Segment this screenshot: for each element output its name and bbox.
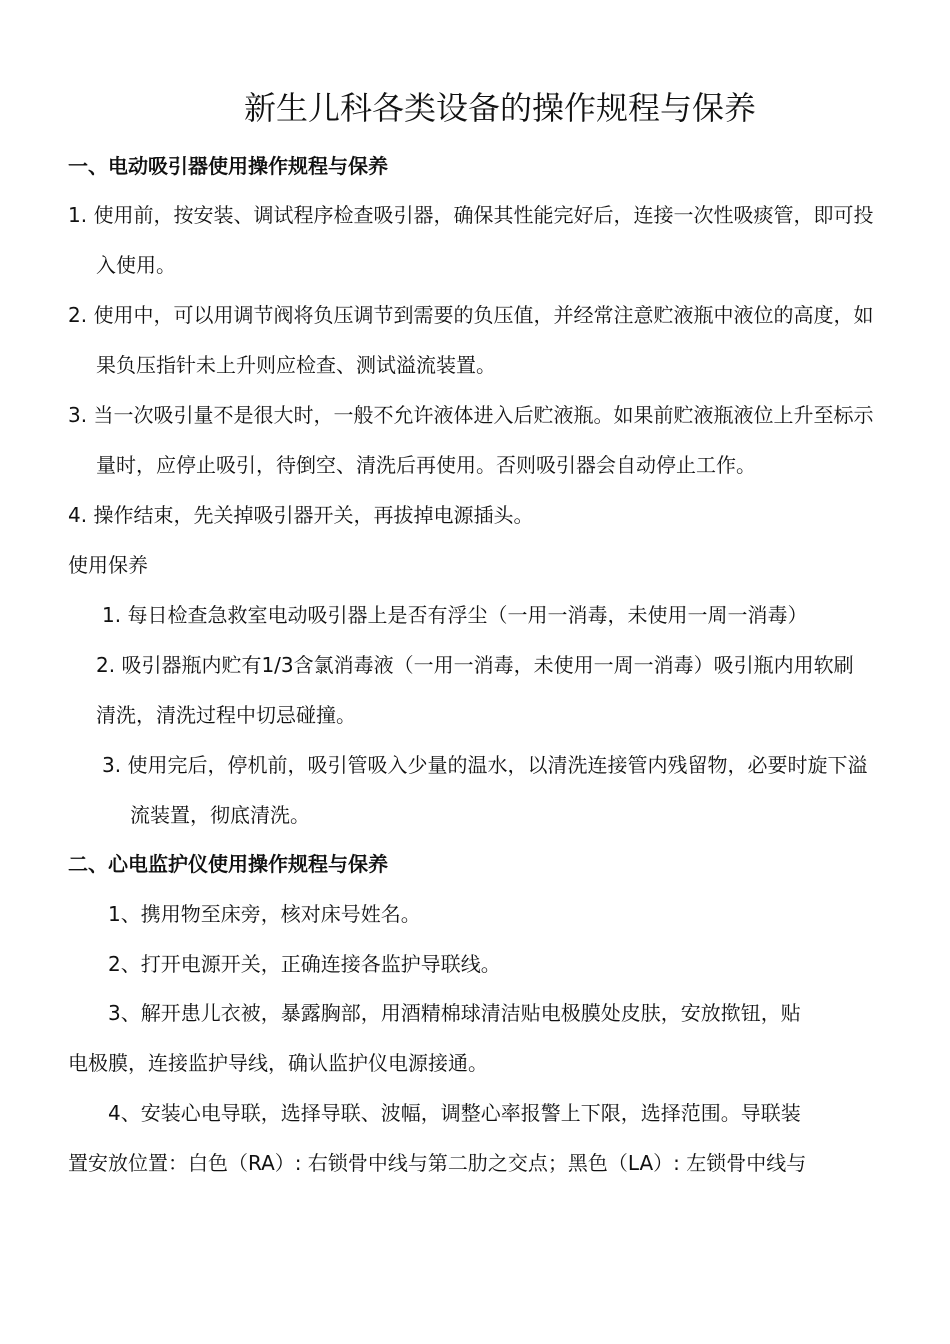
monitor-step-4-line-1: 4、安装心电导联，选择导联、波幅，调整心率报警上下限，选择范围。导联装 <box>108 1101 801 1125</box>
suction-step-4: 4. 操作结束，先关掉吸引器开关，再拔掉电源插头。 <box>68 503 534 527</box>
suction-step-1-line-1: 1. 使用前，按安装、调试程序检查吸引器，确保其性能完好后，连接一次性吸痰管，即可投 <box>68 203 874 227</box>
maintenance-item-2-line-1: 2. 吸引器瓶内贮有1/3含氯消毒液（一用一消毒，未使用一周一消毒）吸引瓶内用软刷 <box>96 653 854 677</box>
monitor-step-2: 2、打开电源开关，正确连接各监护导联线。 <box>108 952 501 976</box>
suction-step-1-line-2: 入使用。 <box>96 253 176 277</box>
monitor-step-3-line-1: 3、解开患儿衣被，暴露胸部，用酒精棉球清洁贴电极膜处皮肤，安放揿钮，贴 <box>108 1001 801 1025</box>
maintenance-item-1: 1. 每日检查急救室电动吸引器上是否有浮尘（一用一消毒，未使用一周一消毒） <box>102 603 808 627</box>
document-title: 新生儿科各类设备的操作规程与保养 <box>243 89 756 127</box>
suction-step-3-line-1: 3. 当一次吸引量不是很大时，一般不允许液体进入后贮液瓶。如果前贮液瓶液位上升至标示 <box>68 403 874 427</box>
section-2-heading: 二、心电监护仪使用操作规程与保养 <box>68 852 388 876</box>
monitor-step-1: 1、携用物至床旁，核对床号姓名。 <box>108 902 421 926</box>
monitor-step-3-line-2: 电极膜，连接监护导线，确认监护仪电源接通。 <box>68 1051 488 1075</box>
suction-step-3-line-2: 量时，应停止吸引，待倒空、清洗后再使用。否则吸引器会自动停止工作。 <box>96 453 756 477</box>
section-1-heading: 一、电动吸引器使用操作规程与保养 <box>68 154 388 178</box>
maintenance-item-3-line-2: 流装置，彻底清洗。 <box>130 803 310 827</box>
maintenance-label: 使用保养 <box>68 553 148 577</box>
monitor-step-4-line-2: 置安放位置：白色（RA）: 右锁骨中线与第二肋之交点；黑色（LA）: 左锁骨中线与 <box>68 1151 807 1175</box>
maintenance-item-2-line-2: 清洗，清洗过程中切忌碰撞。 <box>96 703 356 727</box>
maintenance-item-3-line-1: 3. 使用完后，停机前，吸引管吸入少量的温水，以清洗连接管内残留物，必要时旋下溢 <box>102 753 868 777</box>
suction-step-2-line-1: 2. 使用中，可以用调节阀将负压调节到需要的负压值，并经常注意贮液瓶中液位的高度，如 <box>68 303 874 327</box>
suction-step-2-line-2: 果负压指针未上升则应检查、测试溢流装置。 <box>96 353 496 377</box>
